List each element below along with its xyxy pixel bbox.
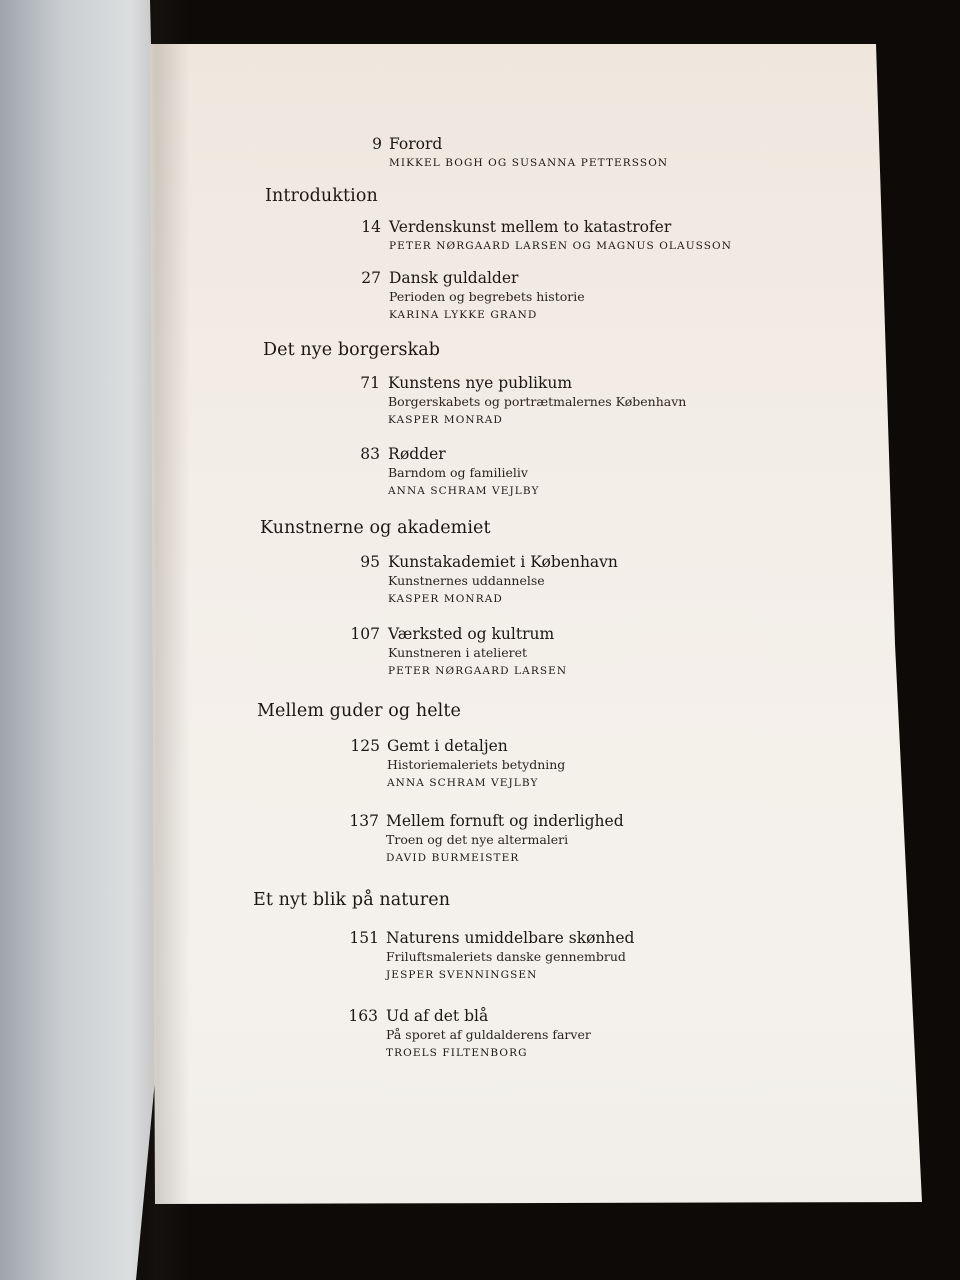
toc-title: Kunstens nye publikum bbox=[388, 374, 573, 392]
toc-page-number: 27 bbox=[361, 269, 381, 287]
section-heading: Det nye borgerskab bbox=[263, 340, 441, 360]
toc-title: Kunstakademiet i København bbox=[388, 553, 618, 571]
left-page bbox=[0, 0, 175, 1280]
toc-author: KASPER MONRAD bbox=[388, 593, 503, 605]
toc-title: Ud af det blå bbox=[386, 1007, 489, 1025]
toc-author: KARINA LYKKE GRAND bbox=[389, 309, 538, 321]
toc-title: Naturens umiddelbare skønhed bbox=[386, 929, 635, 947]
toc-title: Forord bbox=[389, 135, 443, 153]
toc-page-number: 125 bbox=[350, 737, 380, 755]
toc-title: Verdenskunst mellem to katastrofer bbox=[389, 218, 672, 236]
section-heading: Introduktion bbox=[265, 186, 378, 206]
toc-title: Gemt i detaljen bbox=[387, 737, 508, 755]
toc-page-number: 14 bbox=[361, 218, 381, 236]
section-heading: Et nyt blik på naturen bbox=[253, 890, 451, 910]
toc-author: DAVID BURMEISTER bbox=[386, 852, 520, 864]
toc-subtitle: Kunstneren i atelieret bbox=[388, 645, 528, 660]
toc-page-number: 71 bbox=[360, 374, 380, 392]
toc-author: ANNA SCHRAM VEJLBY bbox=[388, 485, 540, 497]
toc-title: Mellem fornuft og inderlighed bbox=[386, 812, 624, 830]
toc-page-number: 9 bbox=[372, 135, 382, 153]
toc-page-number: 151 bbox=[349, 929, 379, 947]
toc-page-number: 107 bbox=[350, 625, 380, 643]
toc-page-number: 137 bbox=[349, 812, 379, 830]
toc-author: PETER NØRGAARD LARSEN bbox=[388, 665, 568, 677]
toc-title: Værksted og kultrum bbox=[388, 625, 555, 643]
toc-title: Dansk guldalder bbox=[389, 269, 519, 287]
toc-subtitle: Borgerskabets og portrætmalernes København bbox=[388, 394, 687, 409]
toc-page-number: 163 bbox=[348, 1007, 378, 1025]
toc-subtitle: Friluftsmaleriets danske gennembrud bbox=[386, 949, 626, 964]
toc-subtitle: På sporet af guldalderens farver bbox=[386, 1027, 591, 1042]
toc-page-number: 83 bbox=[360, 445, 380, 463]
toc-author: KASPER MONRAD bbox=[388, 414, 503, 426]
toc-subtitle: Kunstnernes uddannelse bbox=[388, 573, 545, 588]
section-heading: Kunstnerne og akademiet bbox=[260, 518, 491, 538]
toc-title: Rødder bbox=[388, 445, 446, 463]
toc-subtitle: Perioden og begrebets historie bbox=[389, 289, 585, 304]
toc-author: TROELS FILTENBORG bbox=[386, 1047, 528, 1059]
toc-author: JESPER SVENNINGSEN bbox=[386, 969, 538, 981]
toc-page-number: 95 bbox=[360, 553, 380, 571]
toc-author: ANNA SCHRAM VEJLBY bbox=[387, 777, 539, 789]
toc-subtitle: Troen og det nye altermaleri bbox=[386, 832, 569, 847]
toc-subtitle: Barndom og familieliv bbox=[388, 465, 528, 480]
toc-subtitle: Historiemaleriets betydning bbox=[387, 757, 566, 772]
section-heading: Mellem guder og helte bbox=[257, 701, 461, 721]
toc-author: PETER NØRGAARD LARSEN OG MAGNUS OLAUSSON bbox=[389, 240, 733, 252]
toc-author: MIKKEL BOGH OG SUSANNA PETTERSSON bbox=[389, 157, 669, 169]
